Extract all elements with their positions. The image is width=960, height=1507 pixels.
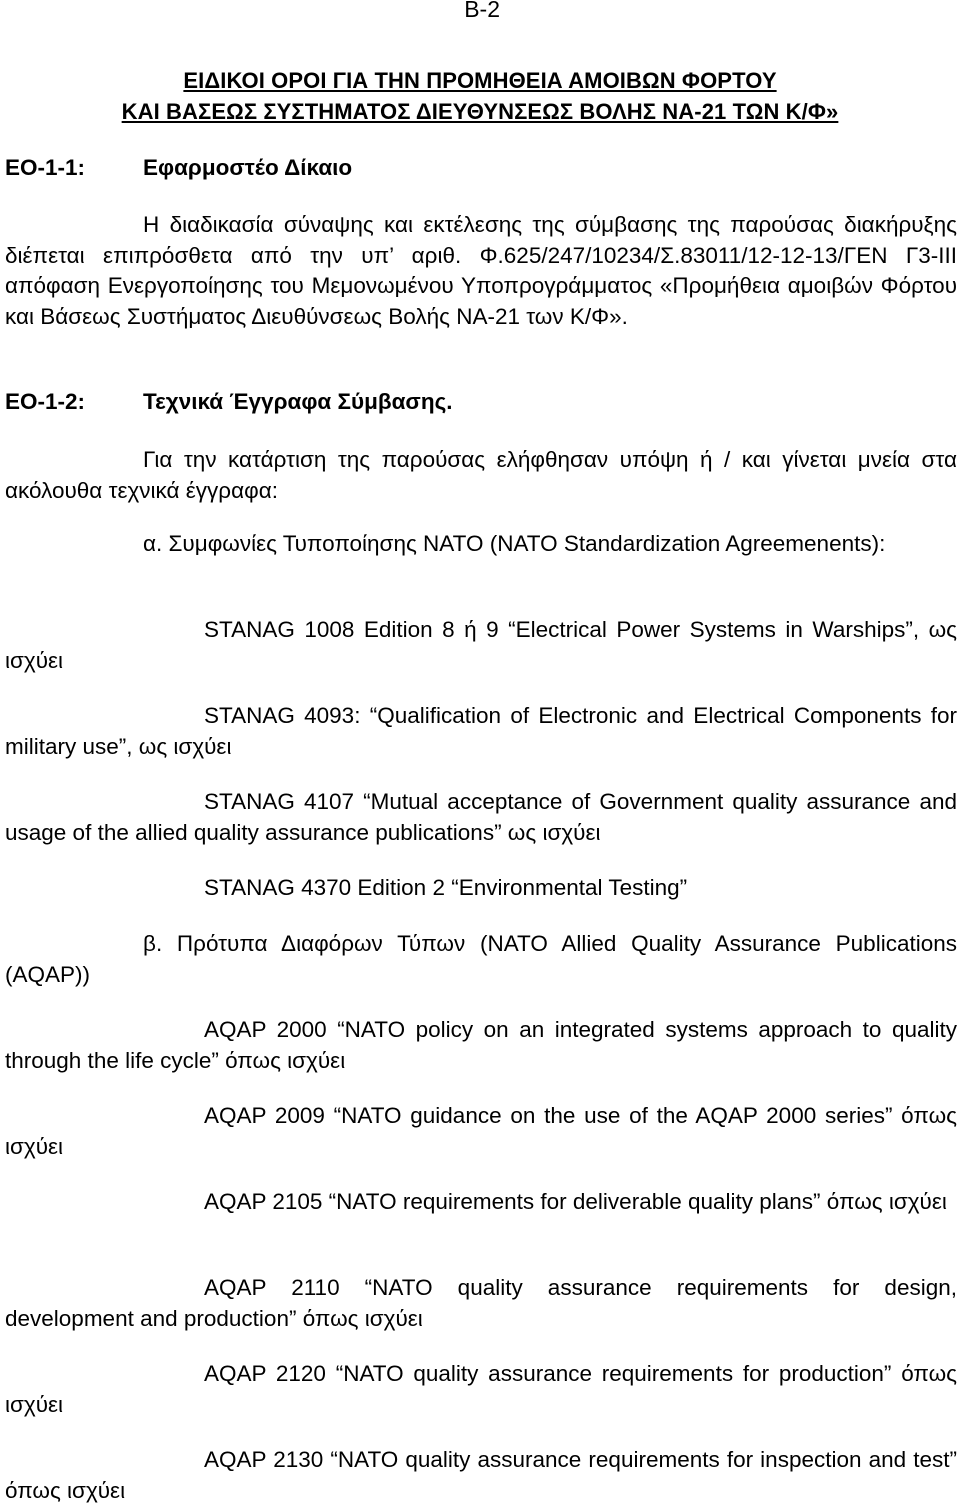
stanag-1008 — [5, 615, 957, 676]
aqap-2009 — [5, 1101, 957, 1162]
group-a — [5, 529, 957, 560]
aqap-2130-text: AQAP 2130 “NATO quality assurance requirements for inspection and test” όπως ισχύει — [5, 1447, 957, 1503]
section-2-heading: Τεχνικά Έγγραφα Σύμβασης. — [143, 389, 453, 414]
aqap-2110-text: AQAP 2110 “NATO quality assurance requirements for design, development and production” όπως ισχύει — [5, 1275, 957, 1331]
aqap-2110 — [5, 1273, 957, 1334]
stanag-4370-text: STANAG 4370 Edition 2 “Environmental Testing” — [204, 875, 688, 900]
group-a-text: α. Συμφωνίες Τυποποίησης ΝΑΤΟ (NATO Standardization Agreemenents): — [143, 531, 886, 556]
group-b — [5, 929, 957, 990]
aqap-2009-text: AQAP 2009 “NATO guidance on the use of the AQAP 2000 series” όπως ισχύει — [5, 1103, 957, 1159]
section-1-paragraph — [5, 210, 957, 332]
section-2-label: ΕΟ-1-2: — [5, 389, 86, 414]
aqap-2000 — [5, 1015, 957, 1076]
section-1-heading: Εφαρμοστέο Δίκαιο — [143, 155, 353, 180]
aqap-2105-text: AQAP 2105 “NATO requirements for deliverable quality plans” όπως ισχύει — [204, 1189, 947, 1214]
stanag-4107 — [5, 787, 957, 848]
aqap-2105 — [5, 1187, 957, 1218]
document-title-line-2: ΚΑΙ ΒΑΣΕΩΣ ΣΥΣΤΗΜΑΤΟΣ ΔΙΕΥΘΥΝΣΕΩΣ ΒΟΛΗΣ ΝΑ-21 ΤΩΝ Κ/Φ» — [121, 99, 839, 124]
section-1-text: Η διαδικασία σύναψης και εκτέλεσης της σύμβασης της παρούσας διακήρυξης διέπεται επιπρόσθετα από την υπ’ αριθ. Φ.625/247/10234/Σ.83011/12-12-13/ΓΕΝ Γ3-ΙΙΙ απόφαση Ενεργοποίησης του Μεμονωμένου Υποπρογράμματος «Προμήθεια αμοιβών Φόρτου και Βάσεως Συστήματος Διευθύνσεως Βολής ΝΑ-21 των Κ/Φ». — [5, 212, 957, 329]
aqap-2120-text: AQAP 2120 “NATO quality assurance requirements for production” όπως ισχύει — [5, 1361, 957, 1417]
group-b-text: β. Πρότυπα Διαφόρων Τύπων (NATO Allied Quality Assurance Publications (AQAP)) — [5, 931, 957, 987]
section-2-paragraph — [5, 445, 957, 506]
stanag-4093-text: STANAG 4093: “Qualification of Electronic and Electrical Components for military use”, ως ισχύει — [5, 703, 957, 759]
page-number: B-2 — [464, 0, 500, 22]
stanag-4107-text: STANAG 4107 “Mutual acceptance of Government quality assurance and usage of the allied quality assurance publications” ως ισχύει — [5, 789, 957, 845]
aqap-2130 — [5, 1445, 957, 1506]
stanag-4370 — [5, 873, 957, 904]
stanag-4093 — [5, 701, 957, 762]
section-2-text: Για την κατάρτιση της παρούσας ελήφθησαν υπόψη ή / και γίνεται μνεία στα ακόλουθα τεχνικά έγγραφα: — [5, 447, 957, 503]
aqap-2000-text: AQAP 2000 “NATO policy on an integrated systems approach to quality through the life cycle” όπως ισχύει — [5, 1017, 957, 1073]
aqap-2120 — [5, 1359, 957, 1420]
document-title-line-1: ΕΙΔΙΚΟΙ ΟΡΟΙ ΓΙΑ ΤΗΝ ΠΡΟΜΗΘΕΙΑ ΑΜΟΙΒΩΝ ΦΟΡΤΟΥ — [183, 68, 777, 93]
section-1-label: ΕΟ-1-1: — [5, 155, 86, 180]
stanag-1008-text: STANAG 1008 Edition 8 ή 9 “Electrical Power Systems in Warships”, ως ισχύει — [5, 617, 957, 673]
